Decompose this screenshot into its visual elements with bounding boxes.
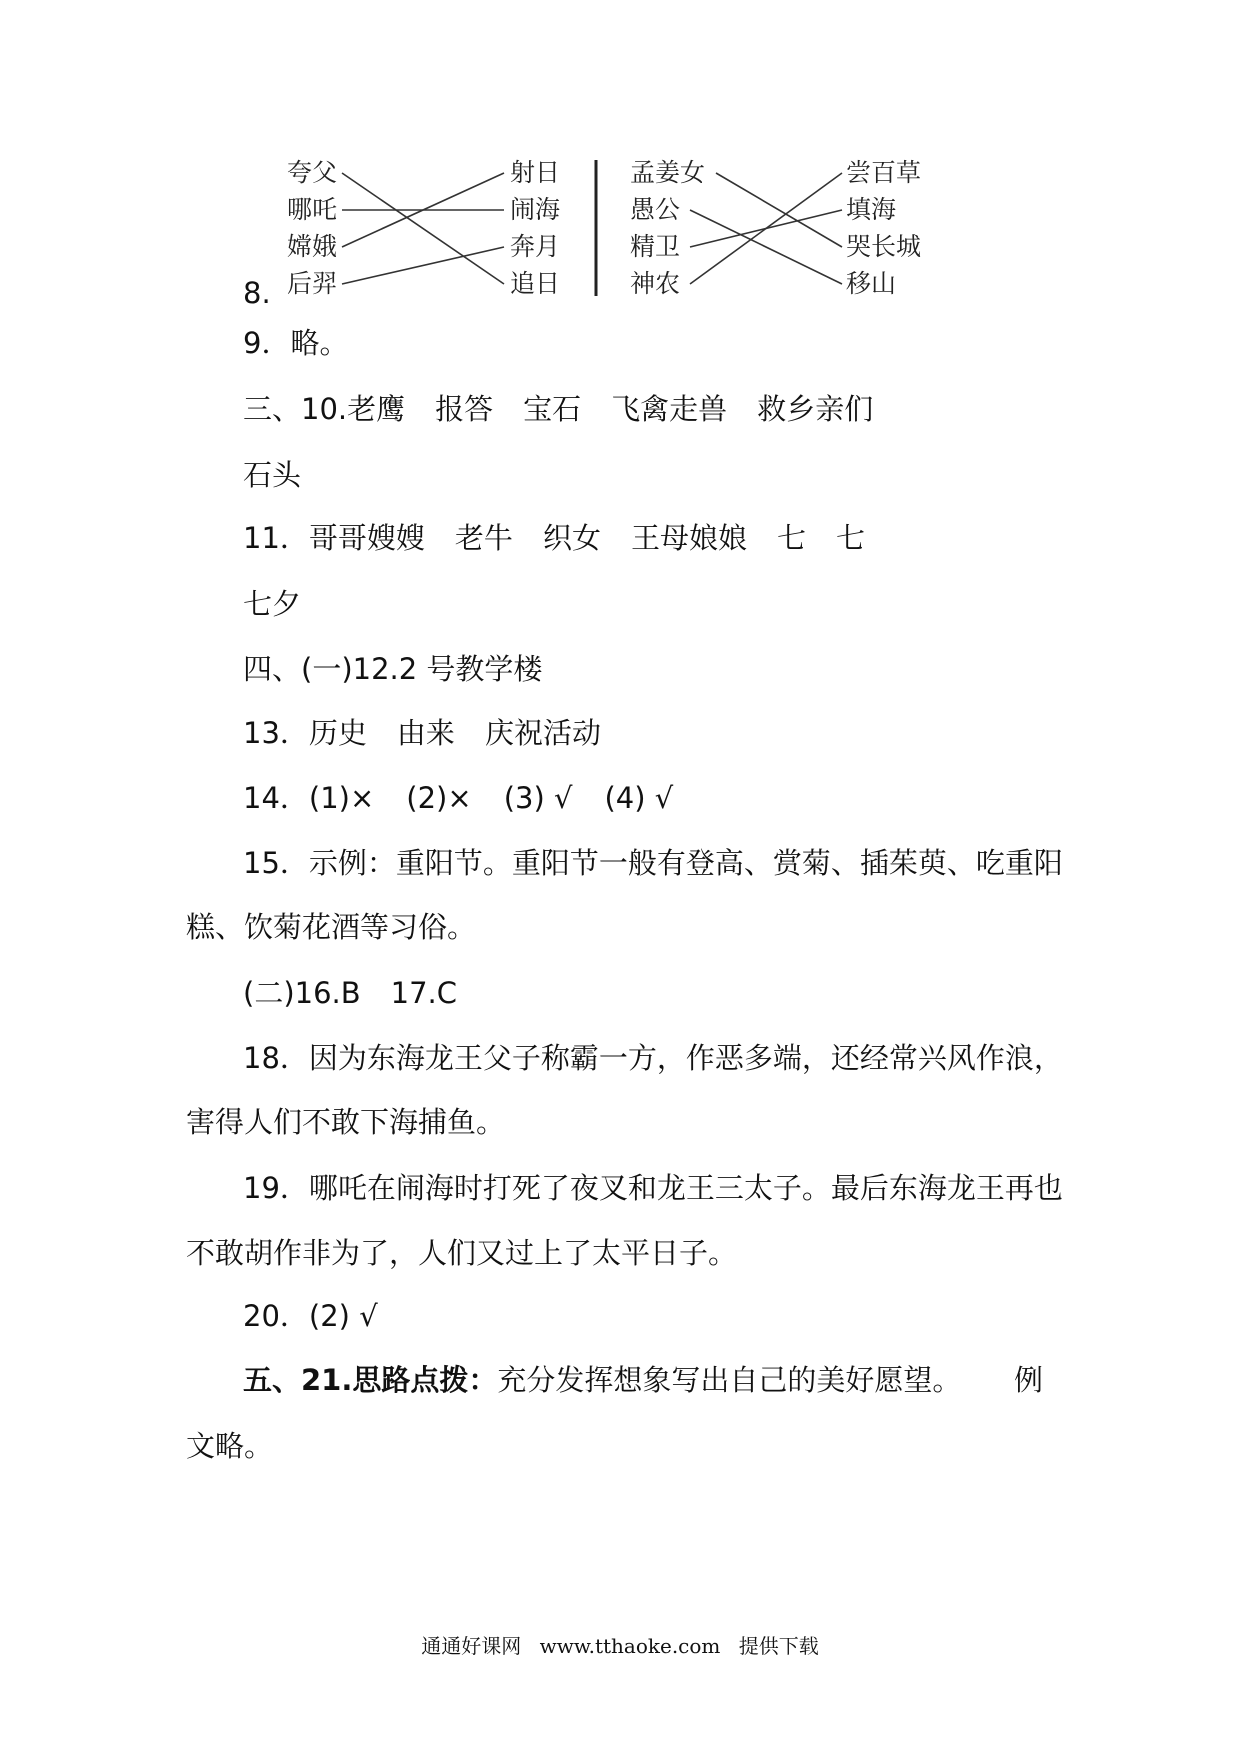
answer-19-line-1: 19．哪吒在闹海时打死了夜叉和龙王三太子。最后东海龙王再也	[243, 1171, 1063, 1205]
match-word: 闹海	[510, 195, 561, 224]
answer-13	[243, 715, 601, 751]
answer-item: 由来	[396, 716, 455, 750]
answer-item: (4) √	[604, 781, 674, 815]
match-word: 孟姜女	[630, 158, 706, 187]
answer-11	[243, 520, 865, 556]
match-word: 射日	[510, 158, 561, 187]
page-footer	[0, 1630, 1240, 1659]
answer-item: 庆祝活动	[484, 716, 601, 750]
match-word: 精卫	[630, 232, 681, 261]
answer-21-label: 思路点拨：	[352, 1363, 498, 1397]
footer-url: www.tthaoke.com	[539, 1634, 721, 1658]
answer-item: 哥哥嫂嫂	[308, 521, 425, 555]
answer-item: (2)×	[406, 781, 472, 815]
answer-10-continued: 石头	[243, 458, 302, 492]
answer-18-line-1: 18．因为东海龙王父子称霸一方，作恶多端，还经常兴风作浪，	[243, 1041, 1063, 1075]
answer-19-line-2: 不敢胡作非为了，人们又过上了太平日子。	[186, 1236, 738, 1270]
match-line-houyi-benyue	[342, 247, 504, 284]
answer-21-prefix: 五、21.	[243, 1363, 353, 1397]
answer-11-prefix: 11．	[243, 521, 309, 555]
answer-18-line-2: 害得人们不敢下海捕鱼。	[186, 1105, 506, 1139]
matching-lines	[0, 0, 1240, 320]
match-word: 神农	[630, 269, 681, 298]
match-word: 移山	[846, 269, 897, 298]
answer-14	[243, 780, 673, 816]
match-word: 哪吒	[287, 195, 338, 224]
answer-item: (3) √	[503, 781, 573, 815]
q8-number: 8.	[243, 276, 271, 310]
answer-21	[243, 1362, 961, 1398]
answer-21-continued: 文略。	[186, 1429, 274, 1463]
match-word: 奔月	[510, 232, 561, 261]
answer-item: 飞禽走兽	[611, 392, 728, 426]
answer-13-prefix: 13．	[243, 716, 309, 750]
match-line-shennong-changbaicao	[690, 173, 842, 284]
match-line-yugong-yishan	[690, 210, 842, 284]
match-word: 尝百草	[846, 158, 922, 187]
answer-15-line-1: 15．示例：重阳节。重阳节一般有登高、赏菊、插茱萸、吃重阳	[243, 846, 1063, 880]
match-word: 追日	[510, 269, 561, 298]
match-word: 后羿	[287, 269, 338, 298]
match-line-kuafu-zhuiri	[342, 173, 504, 284]
answer-9: 9．略。	[243, 326, 349, 360]
answer-14-prefix: 14．	[243, 781, 309, 815]
answer-16: (二)16.B	[243, 976, 361, 1010]
match-word: 哭长城	[846, 232, 922, 261]
answer-10-prefix: 三、10.	[243, 392, 348, 426]
match-word: 愚公	[630, 195, 681, 224]
answer-item: (1)×	[308, 781, 375, 815]
match-word: 填海	[846, 195, 897, 224]
match-word: 夸父	[287, 158, 338, 187]
answer-item: 七	[776, 521, 806, 555]
answer-item: 报答	[435, 392, 494, 426]
answer-16-17	[243, 975, 457, 1011]
match-word: 嫦娥	[287, 232, 338, 261]
answer-10	[243, 391, 873, 427]
answer-item: 救乡亲们	[757, 392, 874, 426]
answer-21-end: 例	[1014, 1363, 1044, 1397]
answer-17: 17.C	[390, 976, 458, 1010]
answer-item: 老牛	[454, 521, 513, 555]
answer-20: 20．(2) √	[243, 1299, 378, 1333]
answer-item: 历史	[308, 716, 367, 750]
answer-21-text: 充分发挥想象写出自己的美好愿望。	[497, 1363, 962, 1397]
answer-11-continued: 七夕	[243, 587, 302, 621]
answer-15-line-2: 糕、饮菊花酒等习俗。	[186, 910, 477, 944]
footer-site-name: 通通好课网	[421, 1634, 522, 1658]
footer-note: 提供下载	[738, 1634, 819, 1658]
answer-item: 七	[835, 521, 865, 555]
answer-item: 织女	[542, 521, 601, 555]
answer-item: 宝石	[523, 392, 582, 426]
answer-12: 四、(一)12.2 号教学楼	[243, 652, 543, 686]
answer-item: 王母娘娘	[630, 521, 747, 555]
answer-item: 老鹰	[347, 392, 406, 426]
